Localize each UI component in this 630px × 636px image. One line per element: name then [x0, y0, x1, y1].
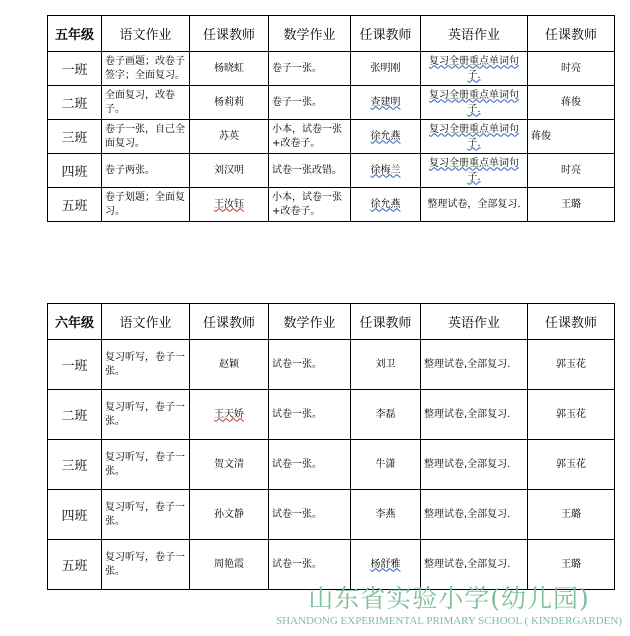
- english-teacher: 郭玉花: [528, 440, 615, 490]
- math-homework: 试卷一张。: [269, 490, 351, 540]
- math-teacher: 牛潇: [351, 440, 421, 490]
- math-teacher: 李磊: [351, 390, 421, 440]
- chinese-homework: 卷子一张，自己全面复习。: [102, 120, 190, 154]
- english-teacher: 王璐: [528, 540, 615, 590]
- math-teacher-header: 任课教师: [351, 304, 421, 340]
- class-name: 二班: [48, 86, 102, 120]
- table-row: [48, 340, 615, 390]
- math-homework: 试卷一张。: [269, 390, 351, 440]
- chinese-homework: 卷子画题；改卷子签字；全面复习。: [102, 52, 190, 86]
- chinese-teacher: 杨晓虹: [190, 52, 269, 86]
- chinese-teacher: 周艳霞: [190, 540, 269, 590]
- math-homework: 试卷一张。: [269, 340, 351, 390]
- english-teacher-header: 任课教师: [528, 304, 615, 340]
- chinese-homework: 复习听写，卷子一张。: [102, 340, 190, 390]
- class-name: 一班: [48, 52, 102, 86]
- english-homework: 整理试卷,全部复习.: [421, 490, 528, 540]
- math-homework: 卷子一张。: [269, 86, 351, 120]
- english-homework: 复习全册重点单词句子.: [429, 157, 519, 183]
- math-homework-header: 数学作业: [269, 16, 351, 52]
- watermark-english-name: SHANDONG EXPERIMENTAL PRIMARY SCHOOL ( KINDERGARDEN): [276, 615, 622, 627]
- chinese-homework: 卷子两张。: [102, 154, 190, 188]
- table-row: [48, 120, 615, 154]
- chinese-teacher: 刘汉明: [190, 154, 269, 188]
- grade-header: 五年级: [48, 16, 102, 52]
- math-homework: 小本，试卷一张+改卷子。: [269, 188, 351, 222]
- table-row: [48, 154, 615, 188]
- english-homework-header: 英语作业: [421, 16, 528, 52]
- chinese-homework: 复习听写，卷子一张。: [102, 390, 190, 440]
- math-teacher: 徐允燕: [370, 130, 401, 142]
- class-name: 五班: [48, 540, 102, 590]
- chinese-homework: 卷子划题；全面复习。: [102, 188, 190, 222]
- english-teacher: 时亮: [528, 52, 615, 86]
- math-homework: 试卷一张改错。: [269, 154, 351, 188]
- english-teacher: 蒋俊: [528, 120, 615, 154]
- chinese-homework: 复习听写，卷子一张。: [102, 540, 190, 590]
- math-teacher: 徐梅兰: [370, 164, 401, 176]
- math-teacher: 张明刚: [351, 52, 421, 86]
- english-teacher: 蒋俊: [528, 86, 615, 120]
- chinese-homework-header: 语文作业: [102, 16, 190, 52]
- chinese-homework: 复习听写，卷子一张。: [102, 490, 190, 540]
- chinese-teacher: 贺文清: [190, 440, 269, 490]
- class-name: 二班: [48, 390, 102, 440]
- english-teacher: 时亮: [528, 154, 615, 188]
- math-homework: 小本，试卷一张+改卷子。: [269, 120, 351, 154]
- chinese-teacher-header: 任课教师: [190, 16, 269, 52]
- english-teacher: 王璐: [528, 490, 615, 540]
- english-teacher: 郭玉花: [528, 390, 615, 440]
- table-row: [48, 490, 615, 540]
- english-teacher: 郭玉花: [528, 340, 615, 390]
- math-teacher: 李燕: [351, 490, 421, 540]
- class-name: 四班: [48, 490, 102, 540]
- class-name: 三班: [48, 120, 102, 154]
- chinese-homework: 全面复习，改卷子。: [102, 86, 190, 120]
- table-row: [48, 86, 615, 120]
- math-teacher: 查建明: [370, 96, 401, 108]
- chinese-homework: 复习听写，卷子一张。: [102, 440, 190, 490]
- grade-header: 六年级: [48, 304, 102, 340]
- table-row: [48, 188, 615, 222]
- chinese-homework-header: 语文作业: [102, 304, 190, 340]
- chinese-teacher: 王天娇: [214, 408, 244, 420]
- school-watermark-logo: [276, 584, 622, 628]
- english-homework-header: 英语作业: [421, 304, 528, 340]
- table-row: [48, 52, 615, 86]
- chinese-teacher: 王汝钰: [214, 198, 244, 210]
- chinese-teacher: 杨莉莉: [190, 86, 269, 120]
- table-row: [48, 390, 615, 440]
- chinese-teacher: 赵颖: [190, 340, 269, 390]
- math-teacher: 杨舒雅: [370, 558, 401, 570]
- watermark-chinese-name: 山东省实验小学(幼儿园): [308, 584, 590, 613]
- chinese-teacher: 苏英: [190, 120, 269, 154]
- math-homework: 试卷一张。: [269, 440, 351, 490]
- grade5-homework-table: [47, 15, 615, 222]
- math-teacher-header: 任课教师: [351, 16, 421, 52]
- class-name: 三班: [48, 440, 102, 490]
- english-homework: 整理试卷,全部复习.: [421, 440, 528, 490]
- class-name: 四班: [48, 154, 102, 188]
- english-homework: 整理试卷,全部复习.: [421, 340, 528, 390]
- math-homework-header: 数学作业: [269, 304, 351, 340]
- math-teacher: 刘卫: [351, 340, 421, 390]
- table-row: [48, 540, 615, 590]
- table-header-row: [48, 16, 615, 52]
- table-header-row: [48, 304, 615, 340]
- english-homework: 复习全册重点单词句子.: [429, 123, 519, 149]
- math-homework: 卷子一张。: [269, 52, 351, 86]
- english-homework: 复习全册重点单词句子.: [429, 55, 519, 81]
- english-homework: 整理试卷,全部复习.: [421, 390, 528, 440]
- grade6-homework-table: [47, 303, 615, 590]
- english-homework: 复习全册重点单词句子.: [429, 89, 519, 115]
- english-teacher: 王璐: [528, 188, 615, 222]
- english-homework: 整理试卷，全部复习.: [421, 188, 528, 222]
- table-row: [48, 440, 615, 490]
- chinese-teacher: 孙文静: [190, 490, 269, 540]
- class-name: 五班: [48, 188, 102, 222]
- english-teacher-header: 任课教师: [528, 16, 615, 52]
- chinese-teacher-header: 任课教师: [190, 304, 269, 340]
- english-homework: 整理试卷,全部复习.: [421, 540, 528, 590]
- class-name: 一班: [48, 340, 102, 390]
- math-teacher: 徐允燕: [370, 198, 401, 210]
- math-homework: 试卷一张。: [269, 540, 351, 590]
